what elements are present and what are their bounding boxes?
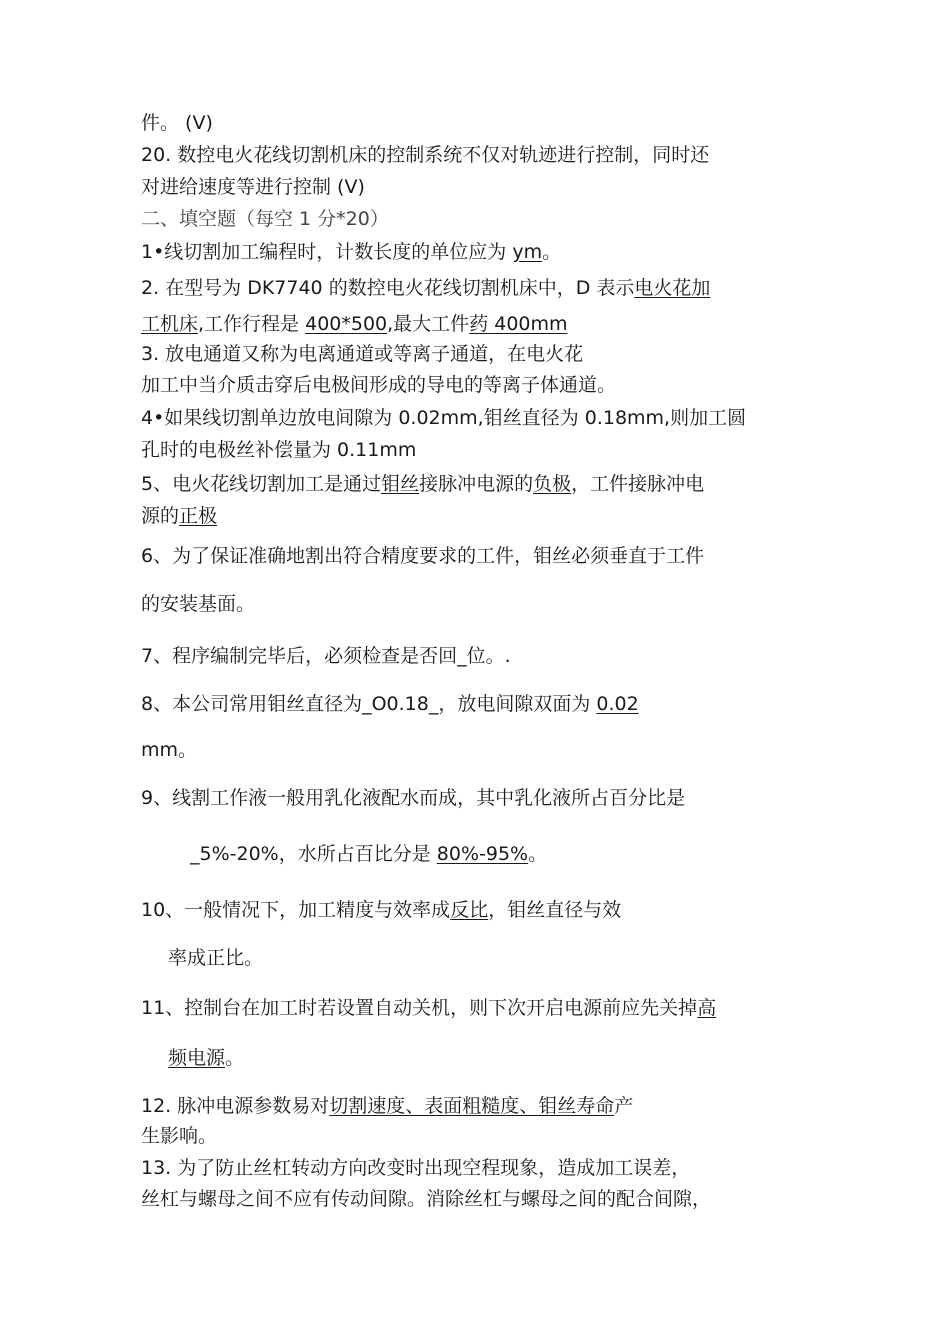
text-line [141, 695, 639, 714]
underlined-answer: 药 400mm [469, 313, 568, 335]
text-line [141, 647, 511, 666]
text-line [168, 1049, 244, 1068]
text-segment: _5%-20%，水所占百比分是 [190, 843, 437, 865]
underlined-answer: 400*500 [305, 313, 388, 335]
text-line [141, 789, 685, 808]
underlined-answer: 0.02 [596, 693, 639, 715]
underlined-answer: 高 [697, 997, 717, 1019]
text-segment: 的安装基面。 [141, 593, 256, 615]
text-line [168, 949, 263, 968]
text-line [141, 279, 710, 298]
text-line [141, 475, 704, 494]
text-line [141, 243, 561, 262]
text-segment: 加工中当介质击穿后电极间形成的导电的等离子体通道。 [141, 374, 617, 396]
text-line [141, 1127, 217, 1146]
text-segment: 10、一般情况下，加工精度与效率成 [141, 899, 451, 921]
text-segment: 12. 脉冲电源参数易对 [141, 1095, 330, 1117]
text-segment: 。 [225, 1047, 245, 1069]
text-segment: 7、程序编制完毕后，必须检查是否回_位。. [141, 645, 511, 667]
text-line [141, 178, 365, 197]
text-segment: 1•线切割加工编程时，计数长度的单位应为 [141, 241, 513, 263]
text-segment: ，工件接脉冲电 [571, 473, 705, 495]
text-line [141, 409, 746, 428]
text-line [141, 741, 197, 760]
text-segment: 。 [528, 843, 548, 865]
text-line [141, 901, 621, 920]
underlined-answer: 切割速度、表面粗糙度、钼丝寿命 [329, 1095, 615, 1117]
underlined-answer: 工机床 [141, 313, 199, 335]
underlined-answer: 电火花加 [634, 277, 711, 299]
text-segment: 9、线割工作液一般用乳化液配水而成，其中乳化液所占百分比是 [141, 787, 686, 809]
text-line [141, 210, 389, 229]
underlined-answer: 负极 [533, 473, 572, 495]
text-line [190, 845, 547, 864]
text-segment: 3. 放电通道又称为电离通道或等离子通道，在电火花 [141, 343, 584, 365]
text-segment: 源的 [141, 505, 180, 527]
text-segment: 13. 为了防止丝杠转动方向改变时出现空程现象，造成加工误差， [141, 1157, 691, 1179]
text-line [141, 1190, 711, 1209]
underlined-answer: ym [512, 241, 543, 263]
text-line [141, 507, 217, 526]
text-segment: ,工作行程是 [198, 313, 306, 335]
text-segment: 孔时的电极丝补偿量为 0.11mm [141, 439, 417, 461]
underlined-answer: 频电源 [168, 1047, 226, 1069]
text-segment: 8、本公司常用钼丝直径为_O0.18_，放电间隙双面为 [141, 693, 597, 715]
text-segment: 件。 (V) [141, 112, 213, 134]
text-line [141, 441, 416, 460]
text-segment: 4•如果线切割单边放电间隙为 0.02mm,钼丝直径为 0.18mm,则加工圆 [141, 407, 747, 429]
text-segment: 2. 在型号为 DK7740 的数控电火花线切割机床中，D 表示 [141, 277, 635, 299]
text-segment: 率成正比。 [168, 947, 264, 969]
text-segment: 接脉冲电源的 [419, 473, 534, 495]
text-segment: 5、电火花线切割加工是通过 [141, 473, 382, 495]
text-segment: 产 [614, 1095, 634, 1117]
text-segment: 丝杠与螺母之间不应有传动间隙。消除丝杠与螺母之间的配合间隙， [141, 1188, 712, 1210]
text-segment: 20. 数控电火花线切割机床的控制系统不仅对轨迹进行控制，同时还 [141, 144, 710, 166]
text-line [141, 376, 616, 395]
text-segment: 6、为了保证准确地割出符合精度要求的工件，钼丝必须垂直于工件 [141, 545, 705, 567]
text-line [141, 999, 716, 1018]
underlined-answer: 反比 [450, 899, 489, 921]
text-segment: 。 [542, 241, 562, 263]
underlined-answer: 正极 [179, 505, 218, 527]
text-segment: 对进给速度等进行控制 (V) [141, 176, 365, 198]
text-segment: mm。 [141, 739, 198, 761]
text-segment: ,最大工件 [387, 313, 470, 335]
text-line [141, 1159, 690, 1178]
text-line [141, 595, 255, 614]
text-line [141, 114, 213, 133]
text-segment: ，钼丝直径与效 [488, 899, 622, 921]
text-segment: 生影响。 [141, 1125, 218, 1147]
text-line [141, 1097, 633, 1116]
text-line [141, 345, 583, 364]
text-line [141, 315, 568, 334]
text-line [141, 146, 709, 165]
text-segment: 二、填空题（每空 1 分*20） [141, 208, 389, 230]
text-segment: 11、控制台在加工时若设置自动关机，则下次开启电源前应先关掉 [141, 997, 698, 1019]
underlined-answer: 80%-95% [436, 843, 529, 865]
underlined-answer: 钼丝 [381, 473, 420, 495]
text-line [141, 547, 704, 566]
